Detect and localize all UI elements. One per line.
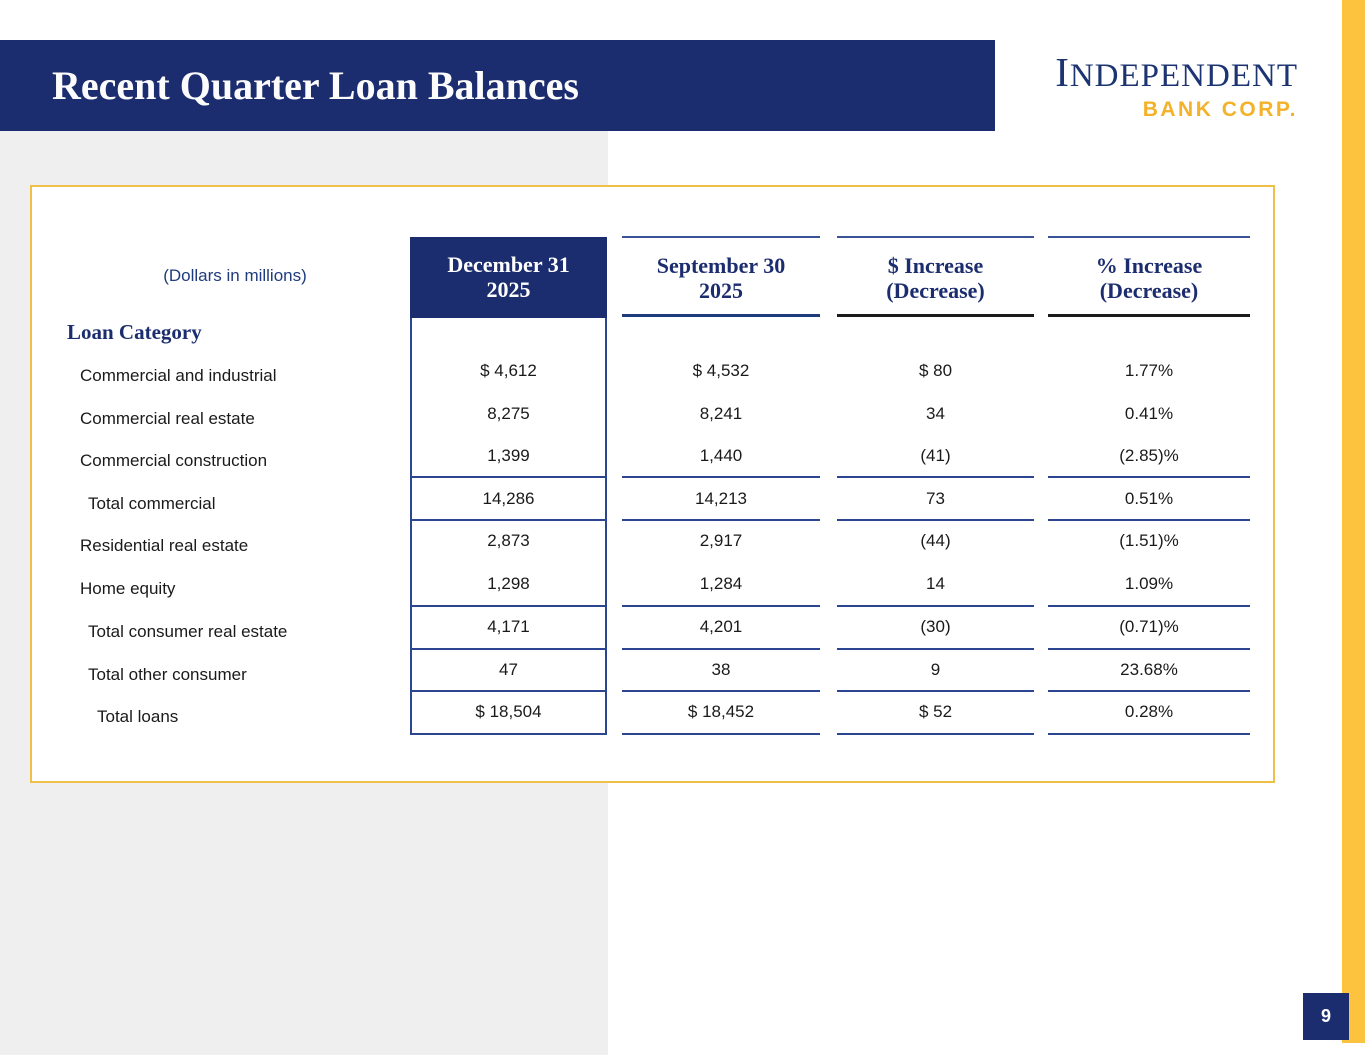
cell-pct-change: (0.71)%	[1119, 617, 1179, 636]
header-bottom-rule	[837, 314, 1034, 317]
cell-sep30: 8,241	[699, 404, 743, 423]
units-note: (Dollars in millions)	[163, 266, 307, 285]
column-header-line2: 2025	[699, 278, 743, 303]
table-rule	[837, 733, 1034, 735]
table-rule	[837, 605, 1034, 607]
table-row	[0, 573, 1365, 598]
row-label: Total other consumer	[88, 665, 247, 684]
table-row-total	[0, 701, 1365, 726]
company-logo	[1000, 49, 1298, 122]
cell-sep30: $ 4,532	[692, 361, 750, 380]
loan-category-header: Loan Category	[67, 320, 202, 344]
cell-sep30: 1,284	[699, 574, 743, 593]
column-header-dollar-change	[837, 253, 1034, 303]
cell-dollar-change: 34	[926, 404, 945, 423]
row-label: Home equity	[80, 579, 176, 598]
table-row	[0, 445, 1365, 470]
table-row-total	[0, 659, 1365, 684]
table-rule	[1048, 605, 1250, 607]
row-label: Commercial real estate	[80, 409, 255, 428]
column-header-line1: $ Increase	[887, 253, 984, 278]
cell-dec31: 1,399	[487, 446, 530, 465]
cell-pct-change: (2.85)%	[1119, 446, 1179, 465]
column-header-line1: December 31	[447, 252, 570, 277]
cell-dollar-change: (30)	[920, 617, 951, 636]
table-rule	[622, 690, 820, 692]
title-bar	[0, 40, 995, 131]
cell-sep30: $ 18,452	[687, 702, 755, 721]
column-header-september	[622, 253, 820, 303]
column-header-line2: (Decrease)	[886, 278, 985, 303]
cell-dec31: 4,171	[487, 617, 530, 636]
right-gold-accent-bar	[1342, 0, 1365, 1043]
cell-pct-change: 0.51%	[1124, 489, 1174, 508]
table-row	[0, 403, 1365, 428]
table-rule	[837, 690, 1034, 692]
table-rule	[412, 476, 605, 478]
cell-pct-change: 1.77%	[1124, 361, 1174, 380]
table-rule	[622, 476, 820, 478]
table-row-total	[0, 488, 1365, 513]
table-row-total	[0, 616, 1365, 641]
column-header-line1: % Increase	[1095, 253, 1203, 278]
column-header-percent-change	[1048, 253, 1250, 303]
cell-dollar-change: (44)	[920, 531, 951, 550]
cell-dec31: $ 18,504	[475, 702, 542, 721]
table-rule	[412, 648, 605, 650]
table-rule	[1048, 733, 1250, 735]
cell-sep30: 2,917	[699, 531, 743, 550]
table-rule	[622, 605, 820, 607]
row-label: Total commercial	[88, 494, 216, 513]
cell-sep30: 4,201	[699, 617, 743, 636]
row-label: Commercial construction	[80, 451, 268, 470]
table-rule	[837, 476, 1034, 478]
table-row	[0, 360, 1365, 385]
table-rule	[412, 605, 605, 607]
table-rule	[622, 519, 820, 521]
table-row	[0, 530, 1365, 555]
column-header-line1: September 30	[656, 253, 786, 278]
column-header-line2: (Decrease)	[1099, 278, 1199, 303]
header-top-rule	[837, 236, 1034, 238]
cell-dollar-change: $ 52	[918, 702, 953, 721]
cell-dec31: 1,298	[487, 574, 530, 593]
cell-sep30: 14,213	[695, 489, 747, 508]
cell-dec31: 8,275	[487, 404, 530, 423]
header-top-rule	[1048, 236, 1250, 238]
row-label: Residential real estate	[80, 536, 249, 555]
table-rule	[1048, 690, 1250, 692]
page-number-badge: 9	[1303, 993, 1349, 1040]
cell-dollar-change: 9	[930, 660, 941, 679]
table-rule	[837, 648, 1034, 650]
cell-pct-change: (1.51)%	[1119, 531, 1179, 550]
cell-pct-change: 0.28%	[1124, 702, 1174, 721]
cell-dollar-change: (41)	[920, 446, 951, 465]
table-rule	[1048, 519, 1250, 521]
page-title: Recent Quarter Loan Balances	[52, 63, 579, 108]
row-label: Total loans	[97, 707, 179, 726]
header-bottom-rule	[622, 314, 820, 317]
cell-sep30: 38	[711, 660, 731, 679]
cell-dec31: 2,873	[487, 531, 530, 550]
logo-name-rest: NDEPENDENT	[1069, 58, 1298, 94]
row-label: Total consumer real estate	[88, 622, 288, 641]
table-rule	[622, 733, 820, 735]
cell-dec31: 47	[499, 660, 518, 679]
table-rule	[412, 519, 605, 521]
logo-initial-letter: I	[1055, 49, 1070, 95]
cell-dec31: 14,286	[482, 489, 535, 508]
cell-sep30: 1,440	[699, 446, 743, 465]
table-rule	[412, 690, 605, 692]
cell-dollar-change: 73	[926, 489, 945, 508]
table-rule	[1048, 648, 1250, 650]
cell-dec31: $ 4,612	[480, 361, 537, 380]
logo-subtitle: BANK CORP.	[1142, 98, 1298, 121]
cell-pct-change: 0.41%	[1124, 404, 1174, 423]
header-top-rule	[622, 236, 820, 238]
table-rule	[622, 648, 820, 650]
row-label: Commercial and industrial	[80, 366, 277, 385]
table-rule	[1048, 476, 1250, 478]
cell-dollar-change: $ 80	[918, 361, 953, 380]
cell-pct-change: 23.68%	[1120, 660, 1178, 679]
logo-company-name	[1000, 49, 1298, 96]
table-rule	[837, 519, 1034, 521]
cell-dollar-change: 14	[926, 574, 945, 593]
cell-pct-change: 1.09%	[1124, 574, 1174, 593]
column-header-december	[410, 237, 607, 318]
column-header-line2: 2025	[486, 277, 531, 302]
header-bottom-rule	[1048, 314, 1250, 317]
